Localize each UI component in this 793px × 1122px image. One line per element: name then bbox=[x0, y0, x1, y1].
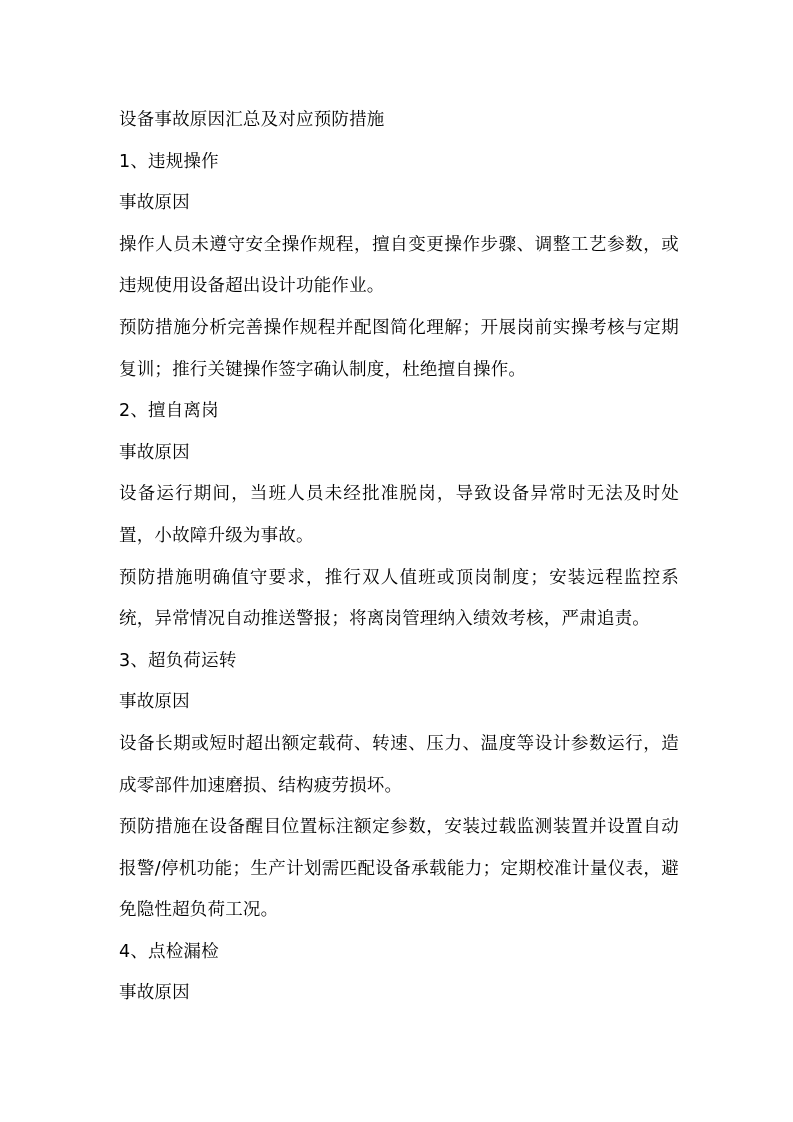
section-2 bbox=[119, 391, 679, 641]
section-heading: 3、超负荷运转 bbox=[119, 650, 237, 671]
measures-text: 预防措施明确值守要求，推行双人值班或顶岗制度；安装远程监控系统，异常情况自动推送警报；将离岗管理纳入绩效考核，严肃追责。 bbox=[119, 567, 679, 630]
cause-text: 设备运行期间，当班人员未经批准脱岗，导致设备异常时无法及时处置，小故障升级为事故。 bbox=[119, 484, 679, 546]
section-heading: 2、擅自离岗 bbox=[119, 401, 219, 422]
section-heading: 1、违规操作 bbox=[119, 151, 219, 172]
cause-text: 设备长期或短时超出额定载荷、转速、压力、温度等设计参数运行，造成零部件加速磨损、结构疲劳损坏。 bbox=[119, 733, 679, 796]
measures-text: 预防措施分析完善操作规程并配图简化理解；开展岗前实操考核与定期复训；推行关键操作签字确认制度，杜绝擅自操作。 bbox=[119, 317, 679, 380]
document-title: 设备事故原因汇总及对应预防措施 bbox=[119, 110, 385, 130]
section-3 bbox=[119, 641, 679, 932]
cause-label: 事故原因 bbox=[119, 983, 190, 1004]
cause-text: 操作人员未遵守安全操作规程，擅自变更操作步骤、调整工艺参数，或违规使用设备超出设计功能作业。 bbox=[119, 234, 679, 297]
document-page bbox=[119, 100, 679, 1015]
cause-label: 事故原因 bbox=[119, 442, 190, 463]
cause-label: 事故原因 bbox=[119, 692, 190, 713]
section-1 bbox=[119, 142, 679, 392]
section-heading: 4、点检漏检 bbox=[119, 941, 219, 962]
measures-text: 预防措施在设备醒目位置标注额定参数，安装过载监测装置并设置自动报警/停机功能；生产计划需匹配设备承载能力；定期校准计量仪表，避免隐性超负荷工况。 bbox=[119, 817, 679, 921]
section-4 bbox=[119, 932, 679, 1015]
cause-label: 事故原因 bbox=[119, 193, 190, 214]
